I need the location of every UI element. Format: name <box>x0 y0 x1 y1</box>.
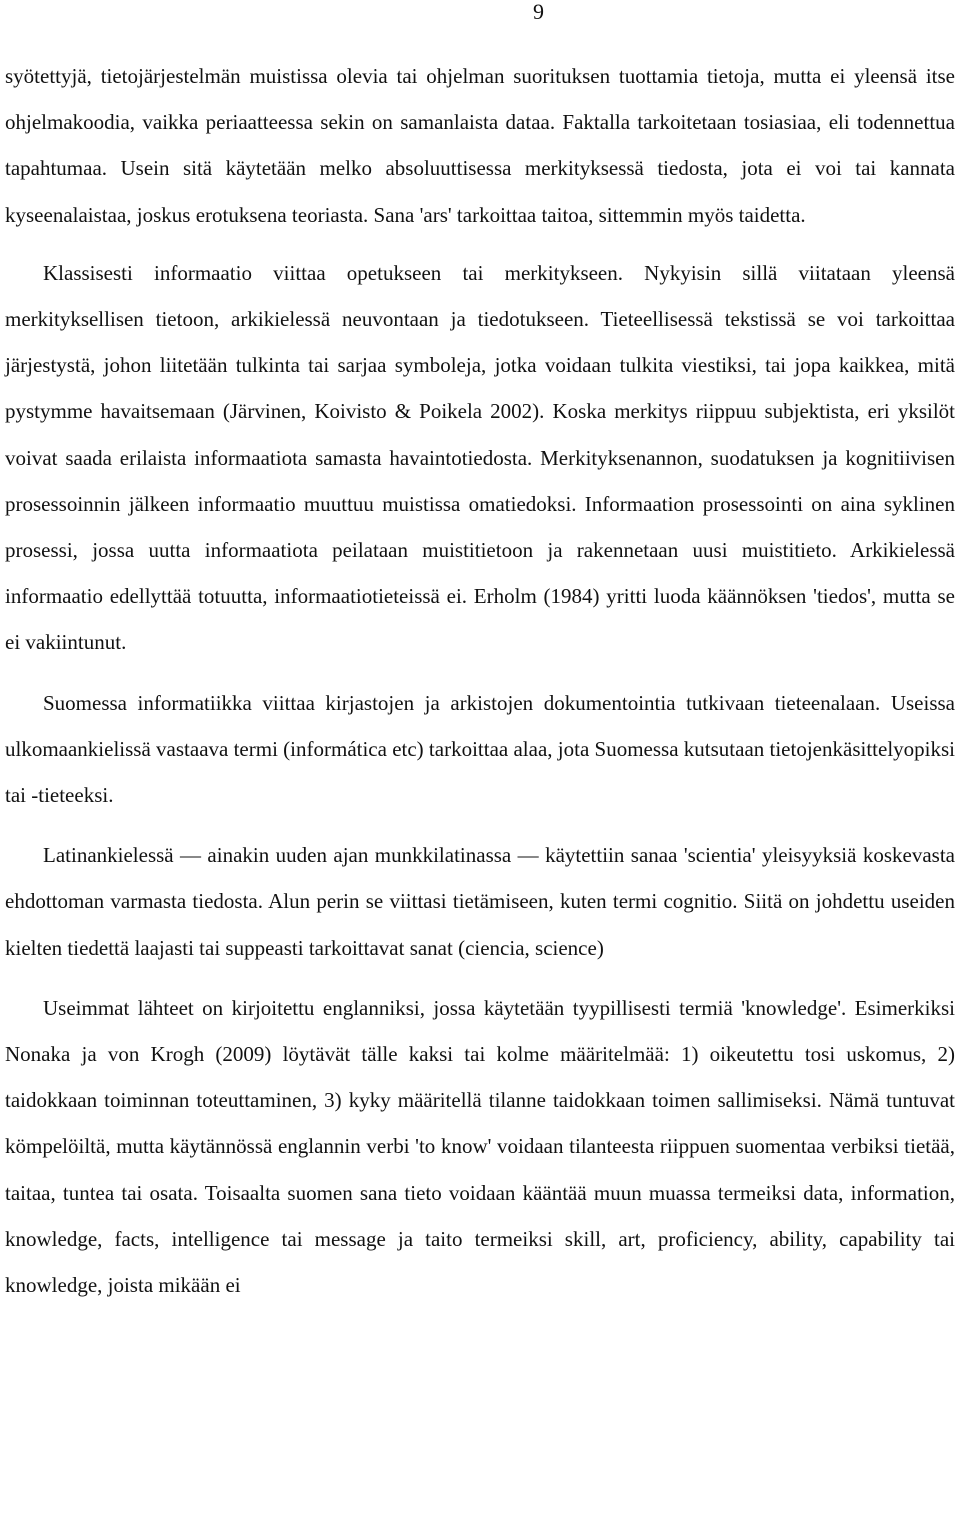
paragraph-scientia: Latinankielessä — ainakin uuden ajan munkkilatinassa — käytettiin sanaa 'scientia' yleisyyksiä koskevasta ehdottoman varmasta tiedosta. Alun perin se viittasi tietämiseen, kuten termi cognitio. Siitä on johdettu useiden kielten tiedettä laajasti tai suppeasti tarkoittavat sanat (ciencia, science) <box>5 843 955 960</box>
paragraph-knowledge: Useimmat lähteet on kirjoitettu englanniksi, jossa käytetään tyypillisesti termiä 'knowledge'. Esimerkiksi Nonaka ja von Krogh (2009) löytävät tälle kaksi tai kolme määritelmää: 1) oikeutettu tosi uskomus, 2) taidokkaan toiminnan toteuttaminen, 3) kyky määritellä tilanne taidokkaan toimen sallimiseksi. Nämä tuntuvat kömpelöiltä, mutta käytännössä englannin verbi 'to know' voidaan tilanteesta riippuen suomentaa verbiksi tietää, taitaa, tuntea tai osata. Toisaalta suomen sana tieto voidaan kääntää muun muassa termeiksi data, information, knowledge, facts, intelligence tai message ja taito termeiksi skill, art, proficiency, ability, capability tai knowledge, joista mikään ei <box>5 995 955 1298</box>
document-body <box>5 53 955 1308</box>
page-number: 9 <box>533 0 544 24</box>
paragraph-data-facts: syötettyjä, tietojärjestelmän muistissa olevia tai ohjelman suorituksen tuottamia tietoja, mutta ei yleensä itse ohjelmakoodia, vaikka periaatteessa sekin on samanlaista dataa. Faktalla tarkoitetaan tosiasiaa, eli todennettua tapahtumaa. Usein sitä käytetään melko absoluuttisessa merkityksessä tiedosta, jota ei voi tai kannata kyseenalaistaa, joskus erotuksena teoriasta. Sana 'ars' tarkoittaa taitoa, sittemmin myös taidetta. <box>5 64 955 227</box>
paragraph-information: Klassisesti informaatio viittaa opetukseen tai merkitykseen. Nykyisin sillä viitataan yleensä merkityksellisen tietoon, arkikielessä neuvontaan ja tiedotukseen. Tieteellisessä tekstissä se voi tarkoittaa järjestystä, johon liitetään tulkinta tai sarjaa symboleja, jotka voidaan tulkita viestiksi, tai jopa kaikkea, mitä pystymme havaitsemaan (Järvinen, Koivisto & Poikela 2002). Koska merkitys riippuu subjektista, eri yksilöt voivat saada erilaista informaatiota samasta havaintotiedosta. Merkityksenannon, suodatuksen ja kognitiivisen prosessoinnin jälkeen informaatio muuttuu muistissa omatiedoksi. Informaation prosessointi on aina syklinen prosessi, jossa uutta informaatiota peilataan muistitietoon ja rakennetaan uusi muistitieto. Arkikielessä informaatio edellyttää totuutta, informaatiotieteissä ei. Erholm (1984) yritti luoda käännöksen 'tiedos', mutta se ei vakiintunut. <box>5 260 955 655</box>
paragraph-informatics: Suomessa informatiikka viittaa kirjastojen ja arkistojen dokumentointia tutkivaan tieteenalaan. Useissa ulkomaankielissä vastaava termi (informática etc) tarkoittaa alaa, jota Suomessa kutsutaan tietojenkäsittelyopiksi tai -tieteeksi. <box>5 690 955 808</box>
